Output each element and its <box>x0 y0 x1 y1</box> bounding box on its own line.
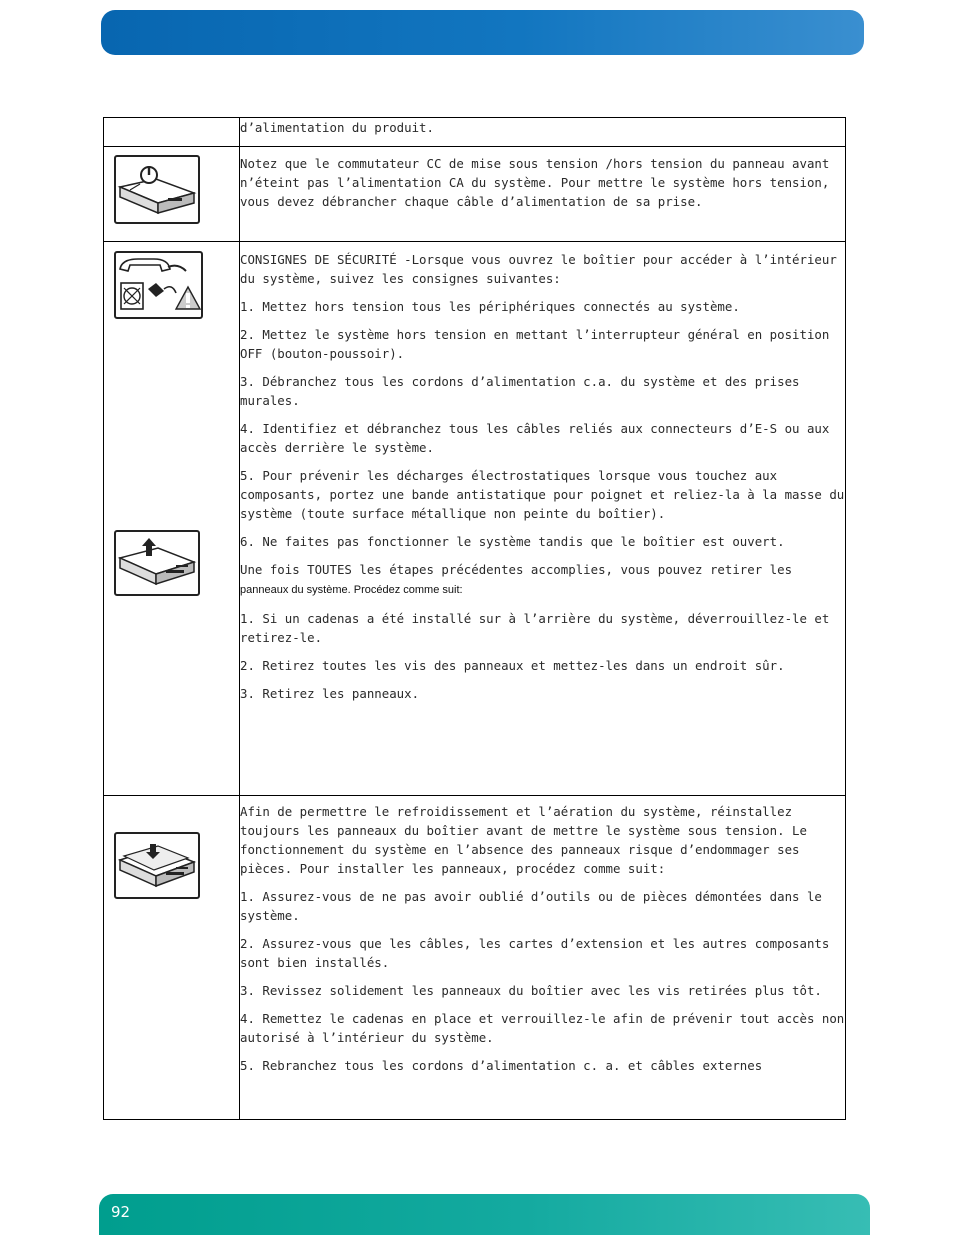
text-cell <box>240 796 846 1120</box>
footer-banner <box>99 1194 870 1235</box>
safety-step: 4. Identifiez et débranchez tous les câbles reliés aux connecteurs d’E-S ou aux accès derrière le système. <box>240 421 830 455</box>
remove-panels-intro-sans: panneaux du système. Procédez comme suit: <box>240 584 463 596</box>
text-cell <box>240 147 846 242</box>
safety-step: 1. Mettez hors tension tous les périphériques connectés au système. <box>240 299 740 314</box>
install-step: 1. Assurez-vous de ne pas avoir oublié d’outils ou de pièces démontées dans le système. <box>240 889 822 923</box>
icon-cell <box>104 118 240 147</box>
safety-step: 6. Ne faites pas fonctionner le système tandis que le boîtier est ouvert. <box>240 534 785 549</box>
open-cover-server-icon <box>114 530 200 596</box>
icon-cell <box>104 796 240 1120</box>
header-banner <box>101 10 864 55</box>
safety-step: 2. Mettez le système hors tension en mettant l’interrupteur général en position OFF (bouton-poussoir). <box>240 327 830 361</box>
remove-step: 2. Retirez toutes les vis des panneaux et mettez-les dans un endroit sûr. <box>240 658 785 673</box>
safety-intro-text: CONSIGNES DE SÉCURITÉ -Lorsque vous ouvrez le boîtier pour accéder à l’intérieur du système, suivez les consignes suivantes: <box>240 252 837 286</box>
power-note-text: Notez que le commutateur CC de mise sous tension /hors tension du panneau avant n’éteint pas l’alimentation CA du système. Pour mettre le système hors tension, vous devez débrancher chaque câble d’alimentation de sa prise. <box>240 156 830 209</box>
icon-cell <box>104 147 240 242</box>
page-number: 92 <box>111 1203 131 1221</box>
table-row <box>104 147 846 242</box>
safety-step: 5. Pour prévenir les décharges électrostatiques lorsque vous touchez aux composants, portez une bande antistatique pour poignet et reliez-la à la masse du système (toute surface métallique non peinte du boîtier). <box>240 468 845 521</box>
install-step: 2. Assurez-vous que les câbles, les cartes d’extension et les autres composants sont bien installés. <box>240 936 830 970</box>
remove-panels-intro <box>240 560 845 600</box>
instructions-table <box>103 117 846 1120</box>
table-row <box>104 796 846 1120</box>
remove-panels-intro-mono: Une fois TOUTES les étapes précédentes accomplies, vous pouvez retirer les <box>240 562 793 577</box>
remove-step: 3. Retirez les panneaux. <box>240 686 420 701</box>
safety-warning-icon <box>114 251 203 319</box>
text-cell <box>240 242 846 796</box>
install-intro-text: Afin de permettre le refroidissement et l’aération du système, réinstallez toujours les panneaux du boîtier avant de mettre le système sous tension. Le fonctionnement du système en l’absence des panneaux risque d’endommager ses pièces. Pour installer les panneaux, procédez comme suit: <box>240 804 807 876</box>
table-row <box>104 118 846 147</box>
icon-cell <box>104 242 240 796</box>
close-cover-server-icon <box>114 832 200 899</box>
power-switch-server-icon <box>114 155 200 224</box>
remove-step: 1. Si un cadenas a été installé sur à l’arrière du système, déverrouillez-le et retirez-le. <box>240 611 830 645</box>
safety-step: 3. Débranchez tous les cordons d’alimentation c.a. du système et des prises murales. <box>240 374 800 408</box>
install-step: 3. Revissez solidement les panneaux du boîtier avec les vis retirées plus tôt. <box>240 983 822 998</box>
text-cell <box>240 118 846 147</box>
install-step: 5. Rebranchez tous les cordons d’alimentation c. a. et câbles externes <box>240 1058 763 1073</box>
install-step: 4. Remettez le cadenas en place et verrouillez-le afin de prévenir tout accès non autorisé à l’intérieur du système. <box>240 1011 845 1045</box>
row1-text: d’alimentation du produit. <box>240 120 434 135</box>
table-row <box>104 242 846 796</box>
